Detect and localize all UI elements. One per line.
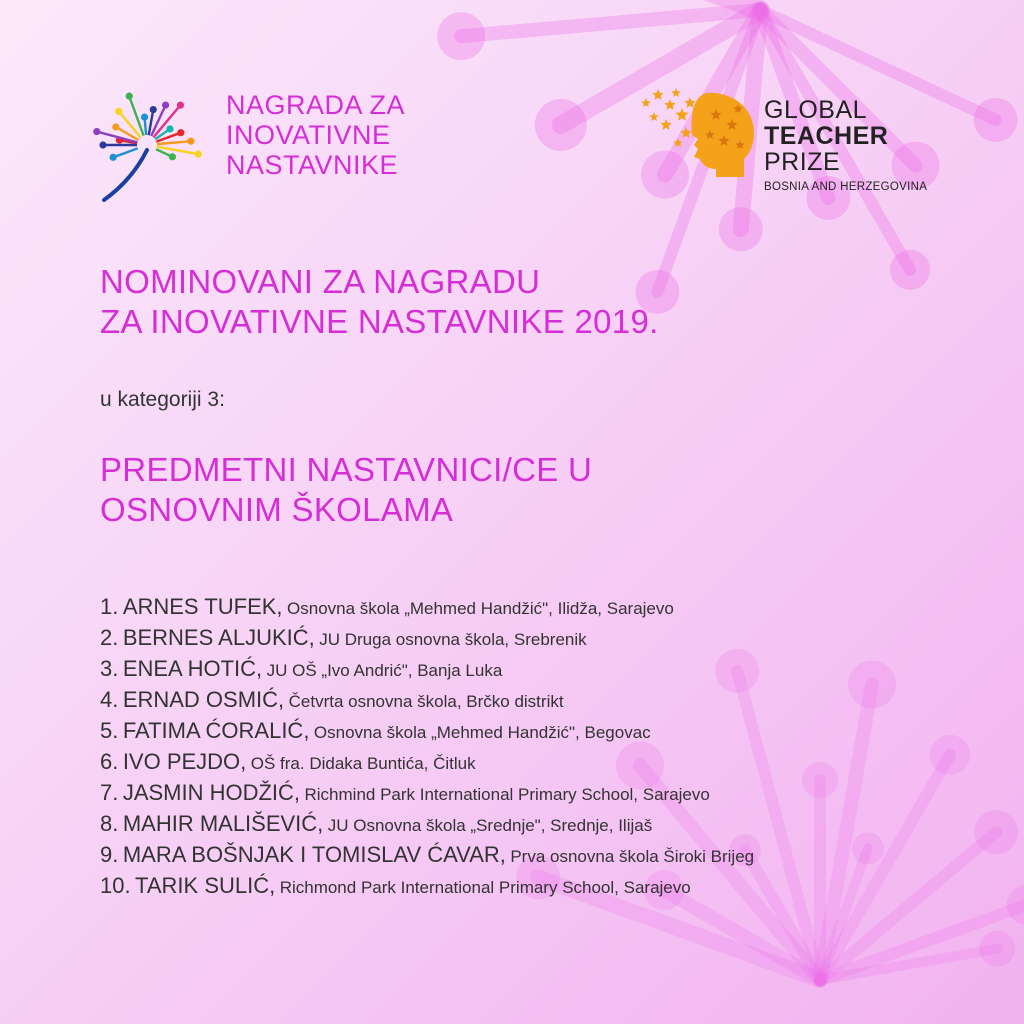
nominee-school: Richmond Park International Primary School, Sarajevo	[279, 878, 691, 897]
star-shape	[680, 127, 691, 138]
nominee-item	[100, 715, 754, 746]
nominee-number: 2.	[100, 625, 119, 650]
decor-dot	[890, 250, 930, 290]
category-label: u kategoriji 3:	[100, 388, 225, 411]
nominee-number: 6.	[100, 749, 119, 774]
nominee-name: IVO PEJDO,	[122, 749, 247, 774]
burst-ray	[113, 148, 137, 157]
nominee-school: Richmind Park International Primary School, Sarajevo	[304, 785, 710, 804]
star-shape	[641, 98, 651, 107]
nominee-item	[100, 777, 754, 808]
burst-dot	[177, 129, 184, 136]
nominee-number: 3.	[100, 656, 119, 681]
category-title-line-1: PREDMETNI NASTAVNICI/CE U	[100, 451, 593, 488]
nominee-name: BERNES ALJUKIĆ,	[122, 625, 315, 650]
nominee-number: 10.	[100, 873, 131, 898]
nominee-school: JU Druga osnovna škola, Srebrenik	[319, 630, 587, 649]
nominee-name: ARNES TUFEK,	[122, 594, 283, 619]
nominee-school: OŠ fra. Didaka Buntića, Čitluk	[250, 754, 476, 773]
gtp-line-prize: PRIZE	[764, 148, 841, 176]
burst-dot	[112, 123, 119, 130]
decor-dot	[719, 207, 763, 251]
decor-dot	[979, 931, 1015, 967]
burst-dot	[195, 150, 202, 157]
nominee-name: FATIMA ĆORALIĆ,	[122, 718, 310, 743]
decor-dot	[852, 832, 884, 864]
burst-dot	[115, 108, 122, 115]
nominee-item	[100, 870, 754, 901]
burst-dot	[110, 154, 117, 161]
decor-dot	[974, 98, 1018, 142]
burst-dot	[162, 102, 169, 109]
award-logo-line-3: NASTAVNIKE	[226, 150, 399, 180]
nominee-item	[100, 684, 754, 715]
page-title-line-2: ZA INOVATIVNE NASTAVNIKE 2019.	[100, 303, 659, 340]
star-shape	[675, 108, 688, 121]
nominee-school: JU OŠ „Ivo Andrić", Banja Luka	[266, 661, 503, 680]
gtp-subtitle: BOSNIA AND HERZEGOVINA	[764, 181, 928, 193]
nominee-item	[100, 591, 754, 622]
global-teacher-prize-logo	[636, 85, 966, 195]
burst-dot	[150, 106, 157, 113]
burst-dot	[126, 93, 133, 100]
nominee-list	[100, 591, 754, 901]
nominee-item	[100, 808, 754, 839]
decor-dot	[437, 12, 485, 60]
gtp-logo-text	[764, 97, 927, 193]
burst-dot	[141, 114, 148, 121]
award-logo-text	[226, 90, 405, 180]
burst-dot	[177, 102, 184, 109]
nominee-item	[100, 839, 754, 870]
nominee-number: 9.	[100, 842, 119, 867]
award-logo-line-1: NAGRADA ZA	[226, 90, 406, 120]
star-shape	[664, 99, 675, 110]
decor-dot	[802, 762, 838, 798]
burst-dot	[166, 125, 173, 132]
nominee-number: 8.	[100, 811, 119, 836]
star-shape	[684, 97, 695, 108]
star-head-logo-icon	[636, 85, 760, 185]
award-logo-line-2: INOVATIVNE	[226, 120, 391, 150]
nominee-name: TARIK SULIĆ,	[135, 873, 276, 898]
star-shape	[671, 88, 681, 97]
nominee-name: JASMIN HODŽIĆ,	[122, 780, 301, 805]
burst-dot	[187, 138, 194, 145]
nominee-item	[100, 622, 754, 653]
decor-dot	[535, 99, 587, 151]
decor-dot	[1007, 885, 1024, 925]
burst-ray	[157, 141, 191, 144]
burst-dot	[169, 153, 176, 160]
nominee-number: 7.	[100, 780, 119, 805]
star-shape	[660, 119, 671, 130]
decor-dot	[930, 735, 970, 775]
nominee-name: MARA BOŠNJAK I TOMISLAV ĆAVAR,	[122, 842, 506, 867]
decor-dot	[848, 661, 896, 709]
nominee-school: Osnovna škola „Mehmed Handžić", Begovac	[313, 723, 651, 742]
nominee-school: JU Osnovna škola „Srednje", Srednje, Ilijaš	[327, 816, 653, 835]
colorful-burst-logo-icon	[92, 70, 212, 205]
nominee-school: Prva osnovna škola Široki Brijeg	[510, 847, 755, 866]
head-silhouette	[692, 93, 754, 177]
page-title-line-1: NOMINOVANI ZA NAGRADU	[100, 263, 541, 300]
star-shape	[649, 112, 659, 121]
nominee-name: ENEA HOTIĆ,	[122, 656, 263, 681]
nominee-item	[100, 653, 754, 684]
category-title	[100, 450, 592, 530]
gtp-line-global: GLOBAL	[764, 96, 868, 124]
nominee-name: ERNAD OSMIĆ,	[122, 687, 285, 712]
nominee-name: MAHIR MALIŠEVIĆ,	[122, 811, 324, 836]
star-shape	[652, 89, 663, 100]
page-title	[100, 262, 659, 342]
star-shape	[673, 138, 683, 147]
award-logo	[92, 70, 432, 210]
category-title-line-2: OSNOVNIM ŠKOLAMA	[100, 491, 454, 528]
burst-dot	[99, 141, 106, 148]
decor-dot	[974, 810, 1018, 854]
burst-dot	[93, 128, 100, 135]
gtp-line-teacher: TEACHER	[764, 122, 889, 150]
nominee-school: Osnovna škola „Mehmed Handžić", Ilidža, Sarajevo	[287, 599, 674, 618]
nominee-school: Četvrta osnovna škola, Brčko distrikt	[288, 692, 564, 711]
nominee-number: 1.	[100, 594, 119, 619]
nominee-number: 5.	[100, 718, 119, 743]
nominee-number: 4.	[100, 687, 119, 712]
nominee-item	[100, 746, 754, 777]
